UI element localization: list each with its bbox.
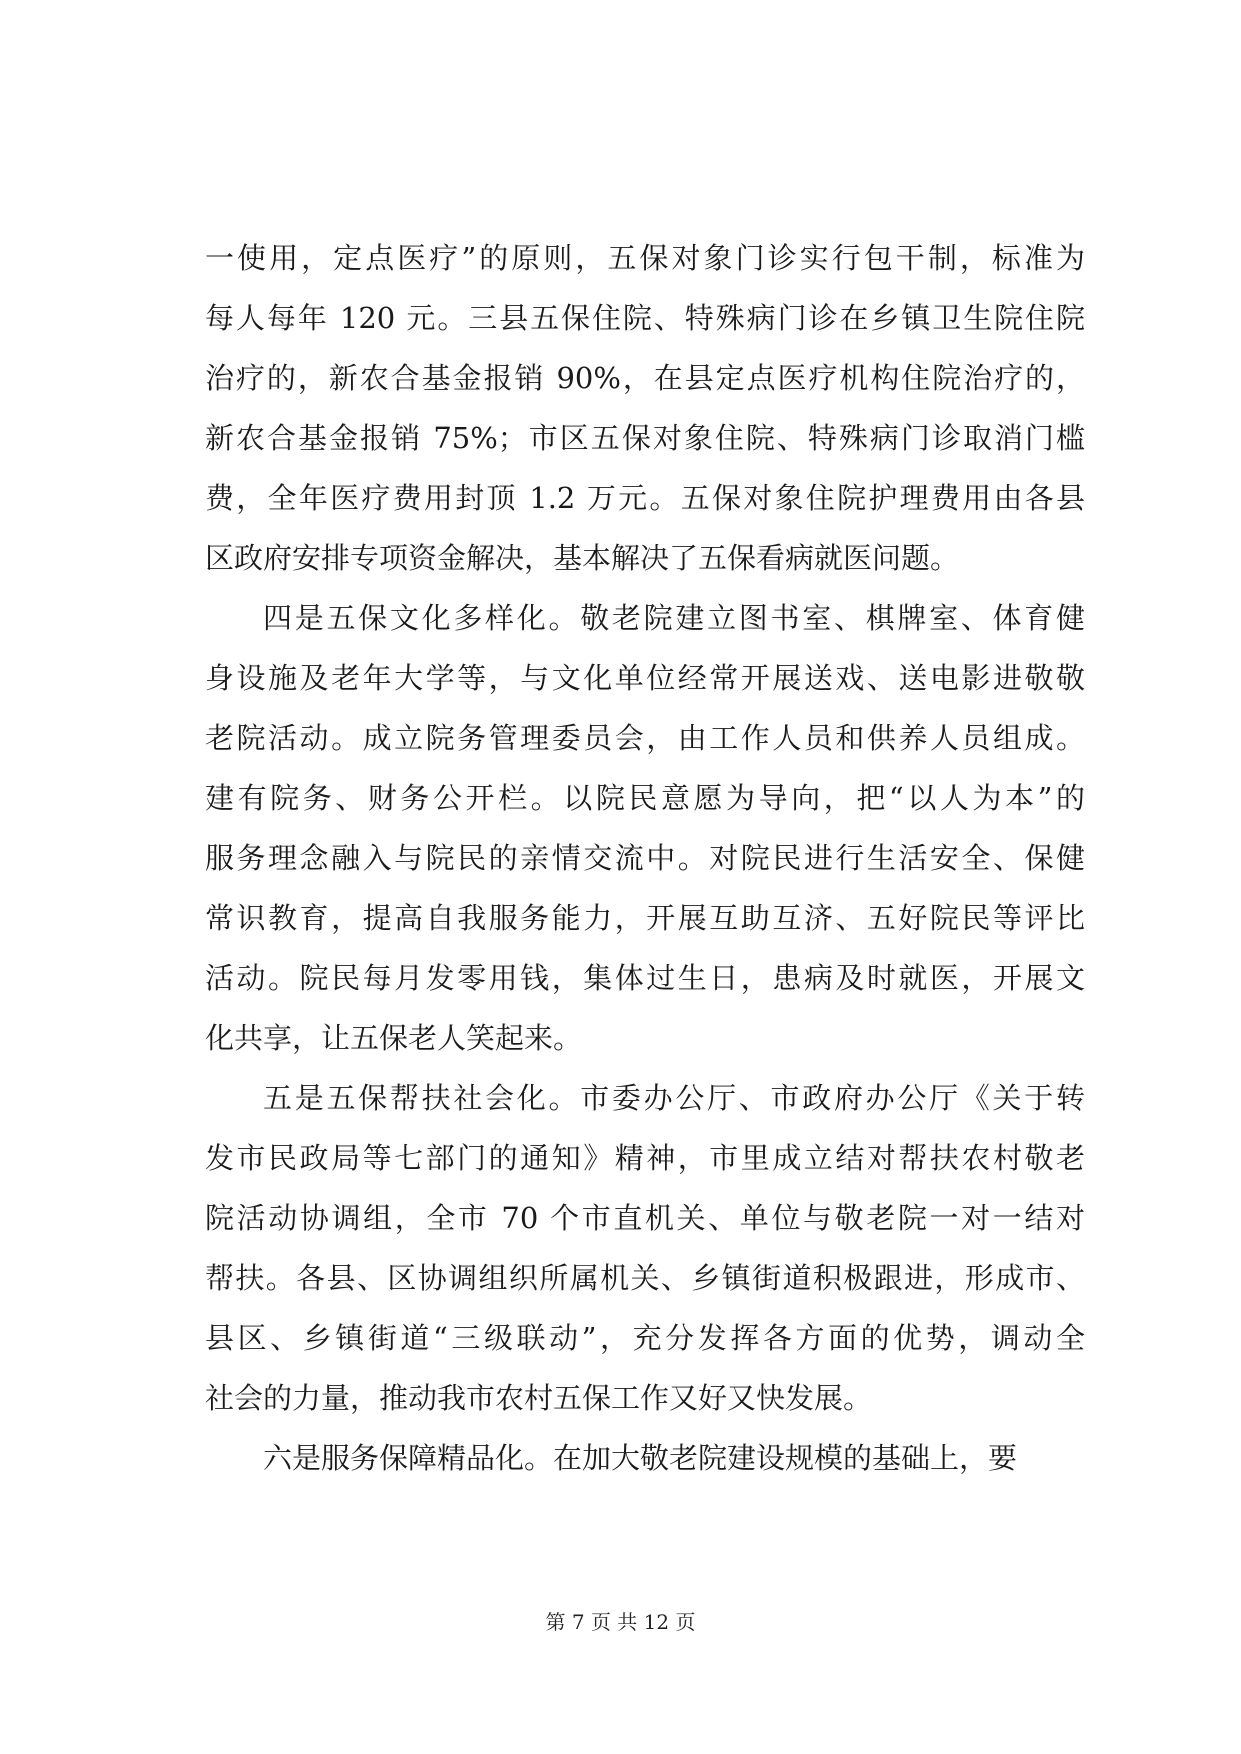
text-line: 新农合基金报销 75%；市区五保对象住院、特殊病门诊取消门槛 [205,421,1085,455]
paragraph [205,1068,1085,1428]
text-line: 发市民政局等七部门的通知》精神，市里成立结对帮扶农村敬老 [205,1141,1085,1175]
text-line: 五是五保帮扶社会化。市委办公厅、市政府办公厅《关于转 [263,1081,1085,1115]
text-line: 六是服务保障精品化。在加大敬老院建设规模的基础上，要 [263,1441,1018,1475]
page-footer: 第 7 页 共 12 页 [545,1610,696,1634]
text-line: 院活动协调组，全市 70 个市直机关、单位与敬老院一对一结对 [205,1201,1085,1235]
text-line: 每人每年 120 元。三县五保住院、特殊病门诊在乡镇卫生院住院 [205,301,1085,335]
text-line: 社会的力量，推动我市农村五保工作又好又快发展。 [205,1381,873,1415]
paragraph [205,588,1085,1068]
text-line: 费，全年医疗费用封顶 1.2 万元。五保对象住院护理费用由各县 [205,481,1085,515]
text-line: 服务理念融入与院民的亲情交流中。对院民进行生活安全、保健 [205,841,1085,875]
text-line: 化共享，让五保老人笑起来。 [205,1021,583,1055]
text-line: 身设施及老年大学等，与文化单位经常开展送戏、送电影进敬敬 [205,661,1085,695]
text-line: 帮扶。各县、区协调组织所属机关、乡镇街道积极跟进，形成市、 [205,1261,1085,1295]
text-line: 常识教育，提高自我服务能力，开展互助互济、五好院民等评比 [205,901,1085,935]
text-line: 活动。院民每月发零用钱，集体过生日，患病及时就医，开展文 [205,961,1085,995]
text-line: 建有院务、财务公开栏。以院民意愿为导向，把“以人为本”的 [205,781,1085,815]
text-line: 区政府安排专项资金解决，基本解决了五保看病就医问题。 [205,541,960,575]
text-line: 县区、乡镇街道“三级联动”，充分发挥各方面的优势，调动全 [205,1321,1085,1355]
body-text [205,228,1085,1488]
text-line: 四是五保文化多样化。敬老院建立图书室、棋牌室、体育健 [263,601,1085,635]
text-line: 老院活动。成立院务管理委员会，由工作人员和供养人员组成。 [205,721,1085,755]
paragraph [205,1428,1085,1488]
paragraph [205,228,1085,588]
text-line: 一使用，定点医疗”的原则，五保对象门诊实行包干制，标准为 [205,241,1085,275]
text-line: 治疗的，新农合基金报销 90%，在县定点医疗机构住院治疗的， [205,361,1085,395]
